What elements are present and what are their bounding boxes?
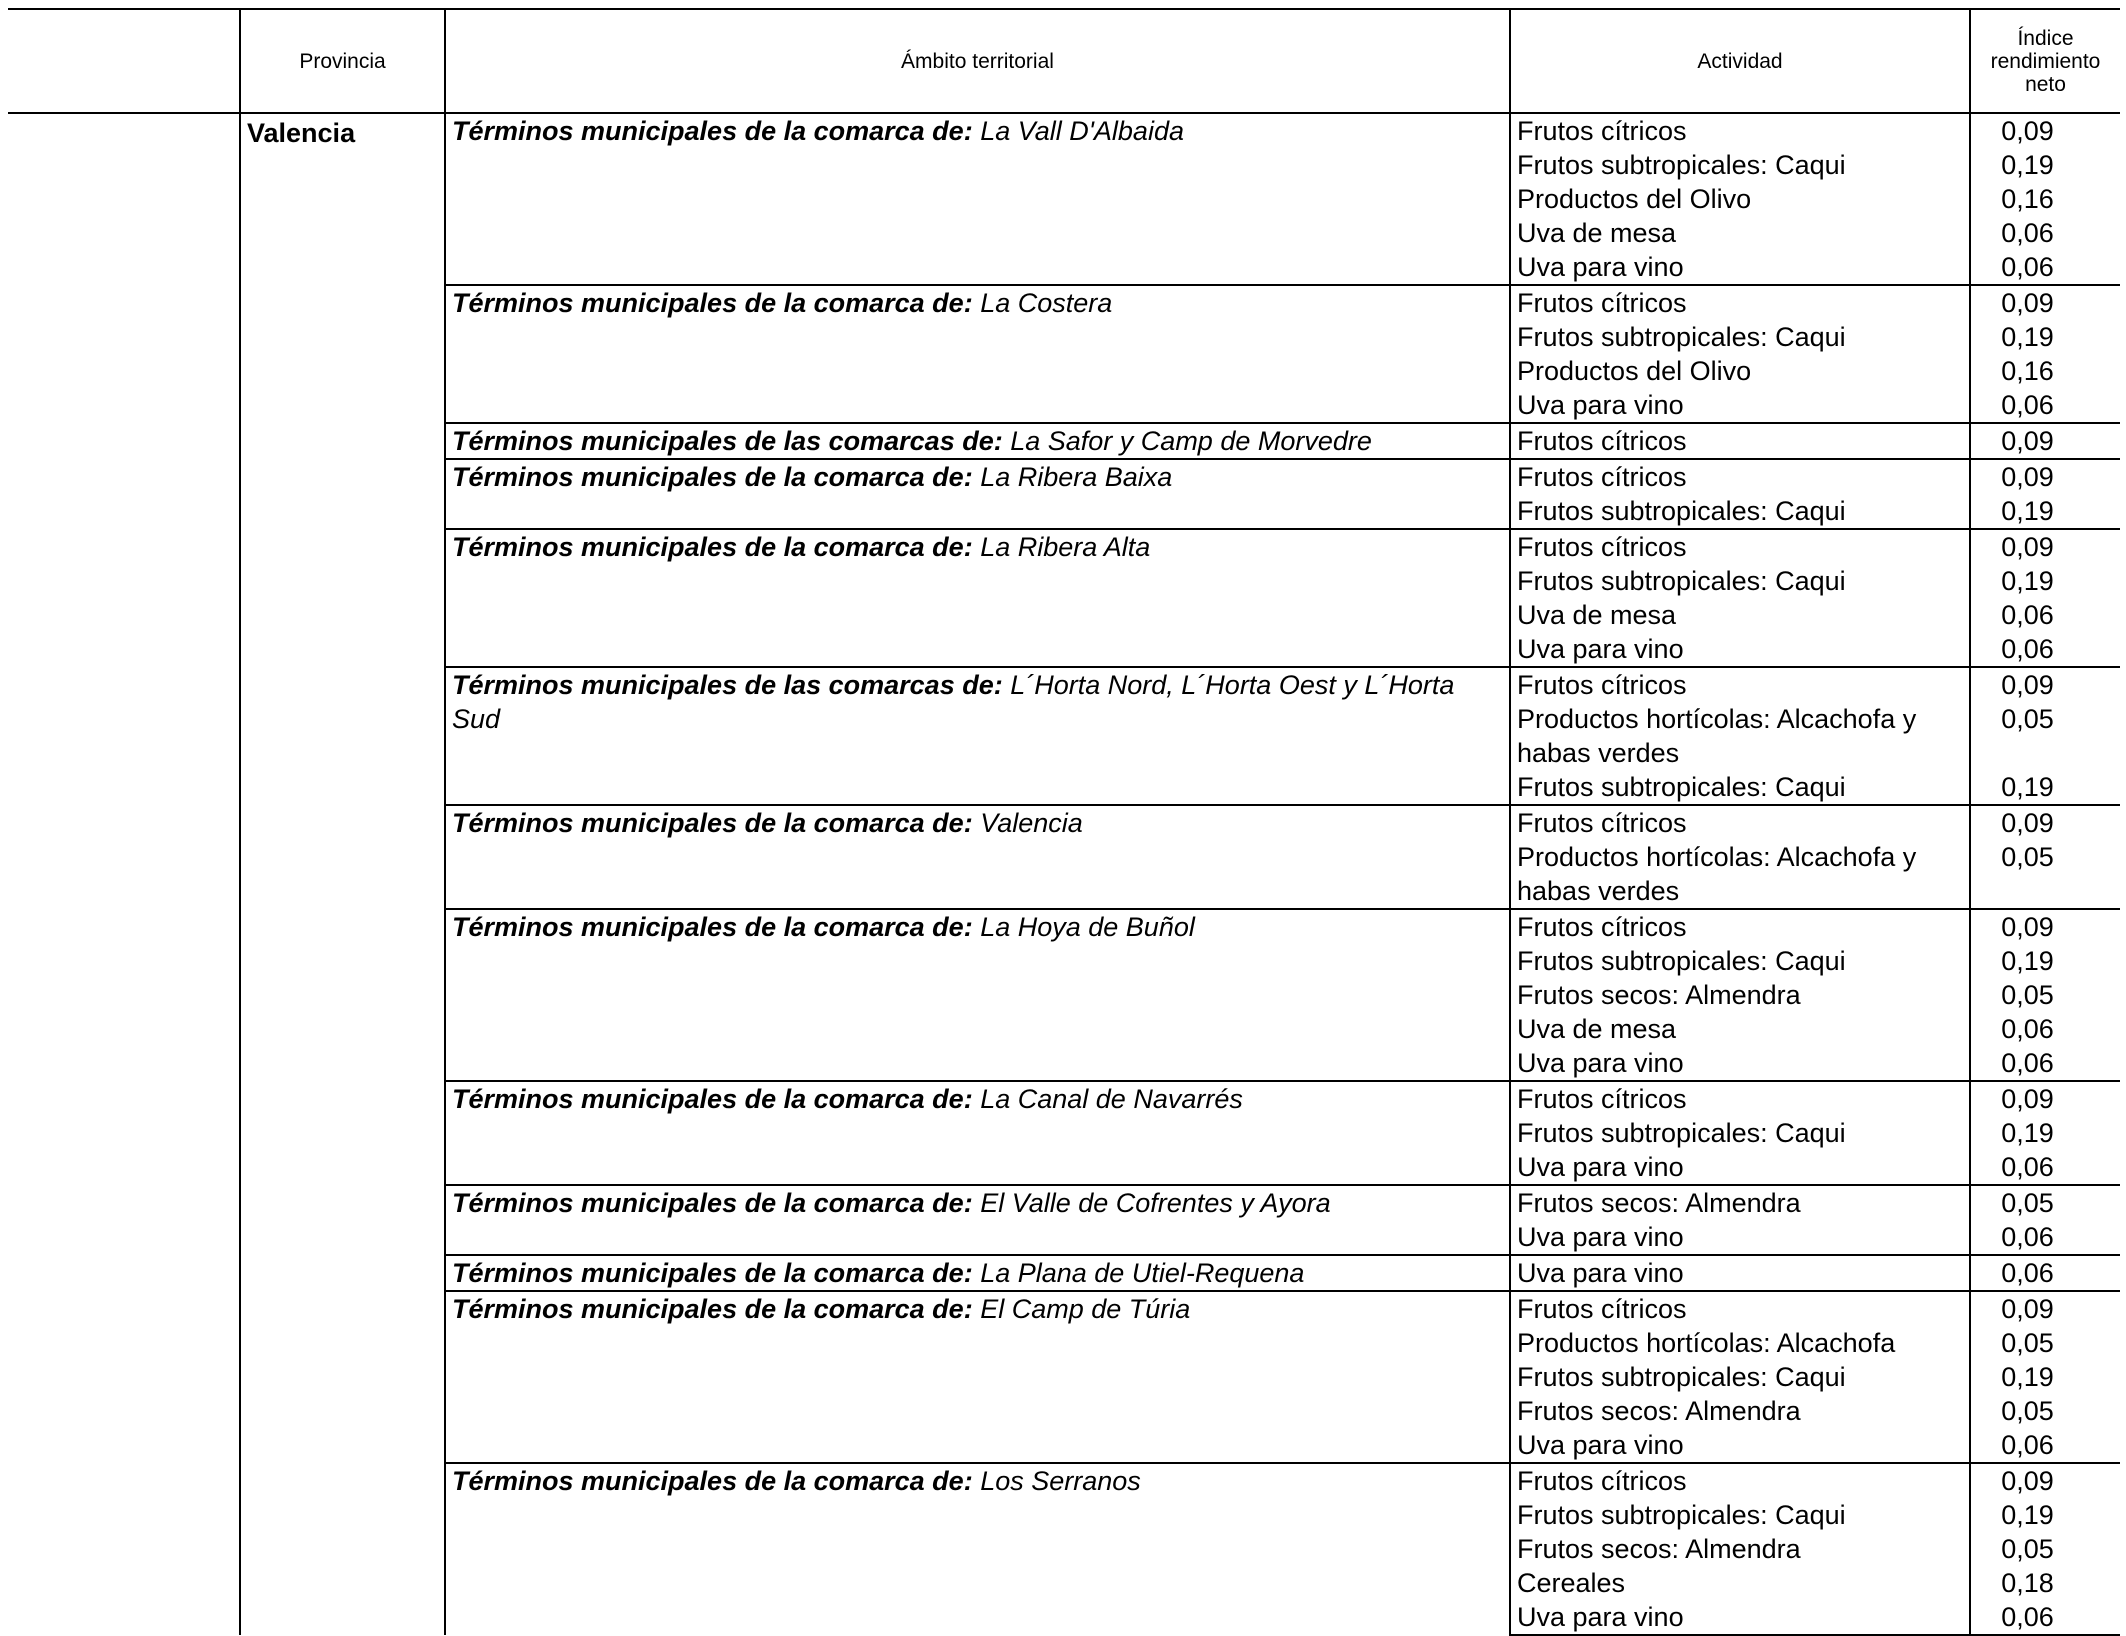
indice-cell: 0,06 — [2001, 600, 2054, 630]
ambito-cell — [445, 667, 1510, 805]
ambito-cell — [445, 1255, 1510, 1291]
indice-cell: 0,06 — [2001, 1430, 2054, 1460]
indice-cell: 0,05 — [2001, 980, 2054, 1010]
actividad-cell: Frutos cítricos — [1510, 667, 1970, 702]
header-ambito: Ámbito territorial — [445, 9, 1510, 113]
indice-cell: 0,06 — [2001, 634, 2054, 664]
ambito-zone: La Ribera Baixa — [980, 462, 1173, 492]
actividad-cell: Frutos subtropicales: Caqui — [1510, 148, 1970, 182]
ambito-zone: La Safor y Camp de Morvedre — [1010, 426, 1372, 456]
ambito-lead: Términos municipales de la comarca de: — [452, 1294, 973, 1324]
actividad-cell: Frutos subtropicales: Caqui — [1510, 494, 1970, 529]
indice-cell: 0,09 — [1970, 113, 2120, 148]
ambito-zone: La Vall D'Albaida — [980, 116, 1184, 146]
ambito-lead: Términos municipales de la comarca de: — [452, 1084, 973, 1114]
ambito-zone: El Camp de Túria — [980, 1294, 1191, 1324]
ambito-lead: Términos municipales de la comarca de: — [452, 532, 973, 562]
actividad-cell: Uva de mesa — [1510, 1012, 1970, 1046]
ambito-zone: L´Horta Nord, L´Horta Oest y L´Horta Sud — [452, 670, 1455, 734]
indice-cell: 0,19 — [2001, 1500, 2054, 1530]
indice-cell: 0,09 — [1970, 529, 2120, 564]
actividad-cell: Frutos cítricos — [1510, 805, 1970, 840]
actividad-cell: Frutos subtropicales: Caqui — [1510, 1116, 1970, 1150]
indice-cell: 0,05 — [2001, 1534, 2054, 1564]
blank-cell — [8, 113, 240, 1635]
actividad-cell: Uva para vino — [1510, 388, 1970, 423]
indice-cell: 0,06 — [1970, 1600, 2120, 1635]
actividad-cell: Uva para vino — [1510, 1220, 1970, 1255]
indice-cell: 0,09 — [1970, 423, 2120, 459]
actividad-cell: Frutos secos: Almendra — [1510, 978, 1970, 1012]
header-provincia: Provincia — [240, 9, 445, 113]
header-actividad: Actividad — [1510, 9, 1970, 113]
indice-cell: 0,06 — [2001, 218, 2054, 248]
indice-cell: 0,19 — [2001, 1118, 2054, 1148]
indice-cell: 0,09 — [1970, 1291, 2120, 1326]
indice-cell: 0,09 — [1970, 1081, 2120, 1116]
actividad-cell: Uva para vino — [1510, 632, 1970, 667]
indice-cell: 0,19 — [2001, 496, 2054, 526]
indice-cell: 0,05 — [1970, 1185, 2120, 1220]
header-indice: Índice rendimiento neto — [1970, 9, 2120, 113]
actividad-cell: Frutos cítricos — [1510, 113, 1970, 148]
ambito-cell — [445, 1463, 1510, 1635]
indice-cell: 0,16 — [2001, 184, 2054, 214]
actividad-cell: Frutos subtropicales: Caqui — [1510, 1498, 1970, 1532]
actividad-cell: Frutos secos: Almendra — [1510, 1185, 1970, 1220]
indice-cell: 0,05 — [2001, 1328, 2054, 1358]
actividad-cell: Frutos secos: Almendra — [1510, 1394, 1970, 1428]
indice-cell: 0,06 — [2001, 252, 2054, 282]
actividad-cell: Productos del Olivo — [1510, 182, 1970, 216]
actividad-cell: Frutos subtropicales: Caqui — [1510, 770, 1970, 805]
table-body — [8, 113, 2120, 1635]
ambito-zone: La Canal de Navarrés — [980, 1084, 1243, 1114]
ambito-zone: La Ribera Alta — [980, 532, 1151, 562]
indice-cell: 0,09 — [1970, 805, 2120, 840]
indice-cell: 0,09 — [1970, 667, 2120, 702]
ambito-lead: Términos municipales de la comarca de: — [452, 1258, 973, 1288]
actividad-cell: Productos hortícolas: Alcachofa — [1510, 1326, 1970, 1360]
ambito-lead: Términos municipales de la comarca de: — [452, 912, 973, 942]
indice-cell: 0,06 — [2001, 1014, 2054, 1044]
actividad-cell: Frutos cítricos — [1510, 909, 1970, 944]
indice-cell: 0,09 — [1970, 459, 2120, 494]
indice-cell: 0,06 — [1970, 1255, 2120, 1291]
header-row — [8, 9, 2120, 113]
actividad-cell: Uva de mesa — [1510, 598, 1970, 632]
ambito-zone: La Plana de Utiel-Requena — [980, 1258, 1305, 1288]
ambito-lead: Términos municipales de la comarca de: — [452, 288, 973, 318]
table-row — [8, 113, 2120, 148]
actividad-cell: Frutos subtropicales: Caqui — [1510, 944, 1970, 978]
indice-cell: 0,19 — [2001, 1362, 2054, 1392]
ambito-cell — [445, 1081, 1510, 1185]
indice-cell: 0,19 — [2001, 322, 2054, 352]
ambito-zone: Valencia — [980, 808, 1083, 838]
indice-cell: 0,06 — [2001, 1222, 2054, 1252]
ambito-lead: Términos municipales de la comarca de: — [452, 116, 973, 146]
ambito-zone: Los Serranos — [980, 1466, 1141, 1496]
actividad-cell: Uva para vino — [1510, 1600, 1970, 1635]
actividad-cell: Frutos subtropicales: Caqui — [1510, 564, 1970, 598]
rendimiento-table — [8, 8, 2120, 1636]
actividad-cell: Productos hortícolas: Alcachofa y habas verdes — [1510, 840, 1970, 909]
ambito-zone: La Hoya de Buñol — [980, 912, 1195, 942]
ambito-lead: Términos municipales de la comarca de: — [452, 1188, 973, 1218]
indice-cell: 0,19 — [2001, 566, 2054, 596]
header-blank — [8, 9, 240, 113]
indice-cell: 0,06 — [2001, 1152, 2054, 1182]
actividad-cell: Frutos cítricos — [1510, 459, 1970, 494]
ambito-cell — [445, 285, 1510, 423]
actividad-cell: Uva para vino — [1510, 1428, 1970, 1463]
ambito-lead: Términos municipales de la comarca de: — [452, 808, 973, 838]
indice-cell: 0,09 — [1970, 285, 2120, 320]
indice-cell: 0,09 — [1970, 909, 2120, 944]
ambito-cell — [445, 459, 1510, 529]
actividad-cell: Frutos subtropicales: Caqui — [1510, 1360, 1970, 1394]
ambito-cell — [445, 113, 1510, 285]
ambito-lead: Términos municipales de las comarcas de: — [452, 426, 1003, 456]
indice-cell: 0,05 — [2001, 704, 2054, 734]
actividad-cell: Uva para vino — [1510, 1046, 1970, 1081]
actividad-cell: Frutos cítricos — [1510, 285, 1970, 320]
ambito-cell — [445, 909, 1510, 1081]
provincia-cell: Valencia — [240, 113, 445, 1635]
actividad-cell: Frutos cítricos — [1510, 1081, 1970, 1116]
indice-cell: 0,16 — [2001, 356, 2054, 386]
ambito-cell — [445, 423, 1510, 459]
actividad-cell: Uva para vino — [1510, 1255, 1970, 1291]
indice-cell: 0,19 — [2001, 150, 2054, 180]
actividad-cell: Frutos secos: Almendra — [1510, 1532, 1970, 1566]
actividad-cell: Frutos subtropicales: Caqui — [1510, 320, 1970, 354]
ambito-lead: Términos municipales de la comarca de: — [452, 462, 973, 492]
indice-cell: 0,06 — [2001, 1048, 2054, 1078]
indice-cell: 0,19 — [2001, 772, 2054, 802]
actividad-cell: Frutos cítricos — [1510, 1291, 1970, 1326]
ambito-cell — [445, 1291, 1510, 1463]
indice-cell: 0,19 — [2001, 946, 2054, 976]
ambito-lead: Términos municipales de la comarca de: — [452, 1466, 973, 1496]
actividad-cell: Uva de mesa — [1510, 216, 1970, 250]
indice-cell: 0,09 — [1970, 1463, 2120, 1498]
ambito-cell — [445, 1185, 1510, 1255]
document — [8, 8, 2120, 1636]
actividad-cell: Uva para vino — [1510, 250, 1970, 285]
actividad-cell: Productos hortícolas: Alcachofa y habas verdes — [1510, 702, 1970, 770]
ambito-cell — [445, 805, 1510, 909]
ambito-zone: El Valle de Cofrentes y Ayora — [980, 1188, 1331, 1218]
ambito-zone: La Costera — [980, 288, 1113, 318]
actividad-cell: Cereales — [1510, 1566, 1970, 1600]
indice-cell: 0,06 — [2001, 390, 2054, 420]
actividad-cell: Frutos cítricos — [1510, 529, 1970, 564]
indice-cell: 0,05 — [2001, 842, 2054, 872]
actividad-cell: Frutos cítricos — [1510, 423, 1970, 459]
ambito-lead: Términos municipales de las comarcas de: — [452, 670, 1003, 700]
indice-cell: 0,05 — [2001, 1396, 2054, 1426]
actividad-cell: Uva para vino — [1510, 1150, 1970, 1185]
ambito-cell — [445, 529, 1510, 667]
actividad-cell: Frutos cítricos — [1510, 1463, 1970, 1498]
actividad-cell: Productos del Olivo — [1510, 354, 1970, 388]
indice-cell: 0,18 — [2001, 1568, 2054, 1598]
